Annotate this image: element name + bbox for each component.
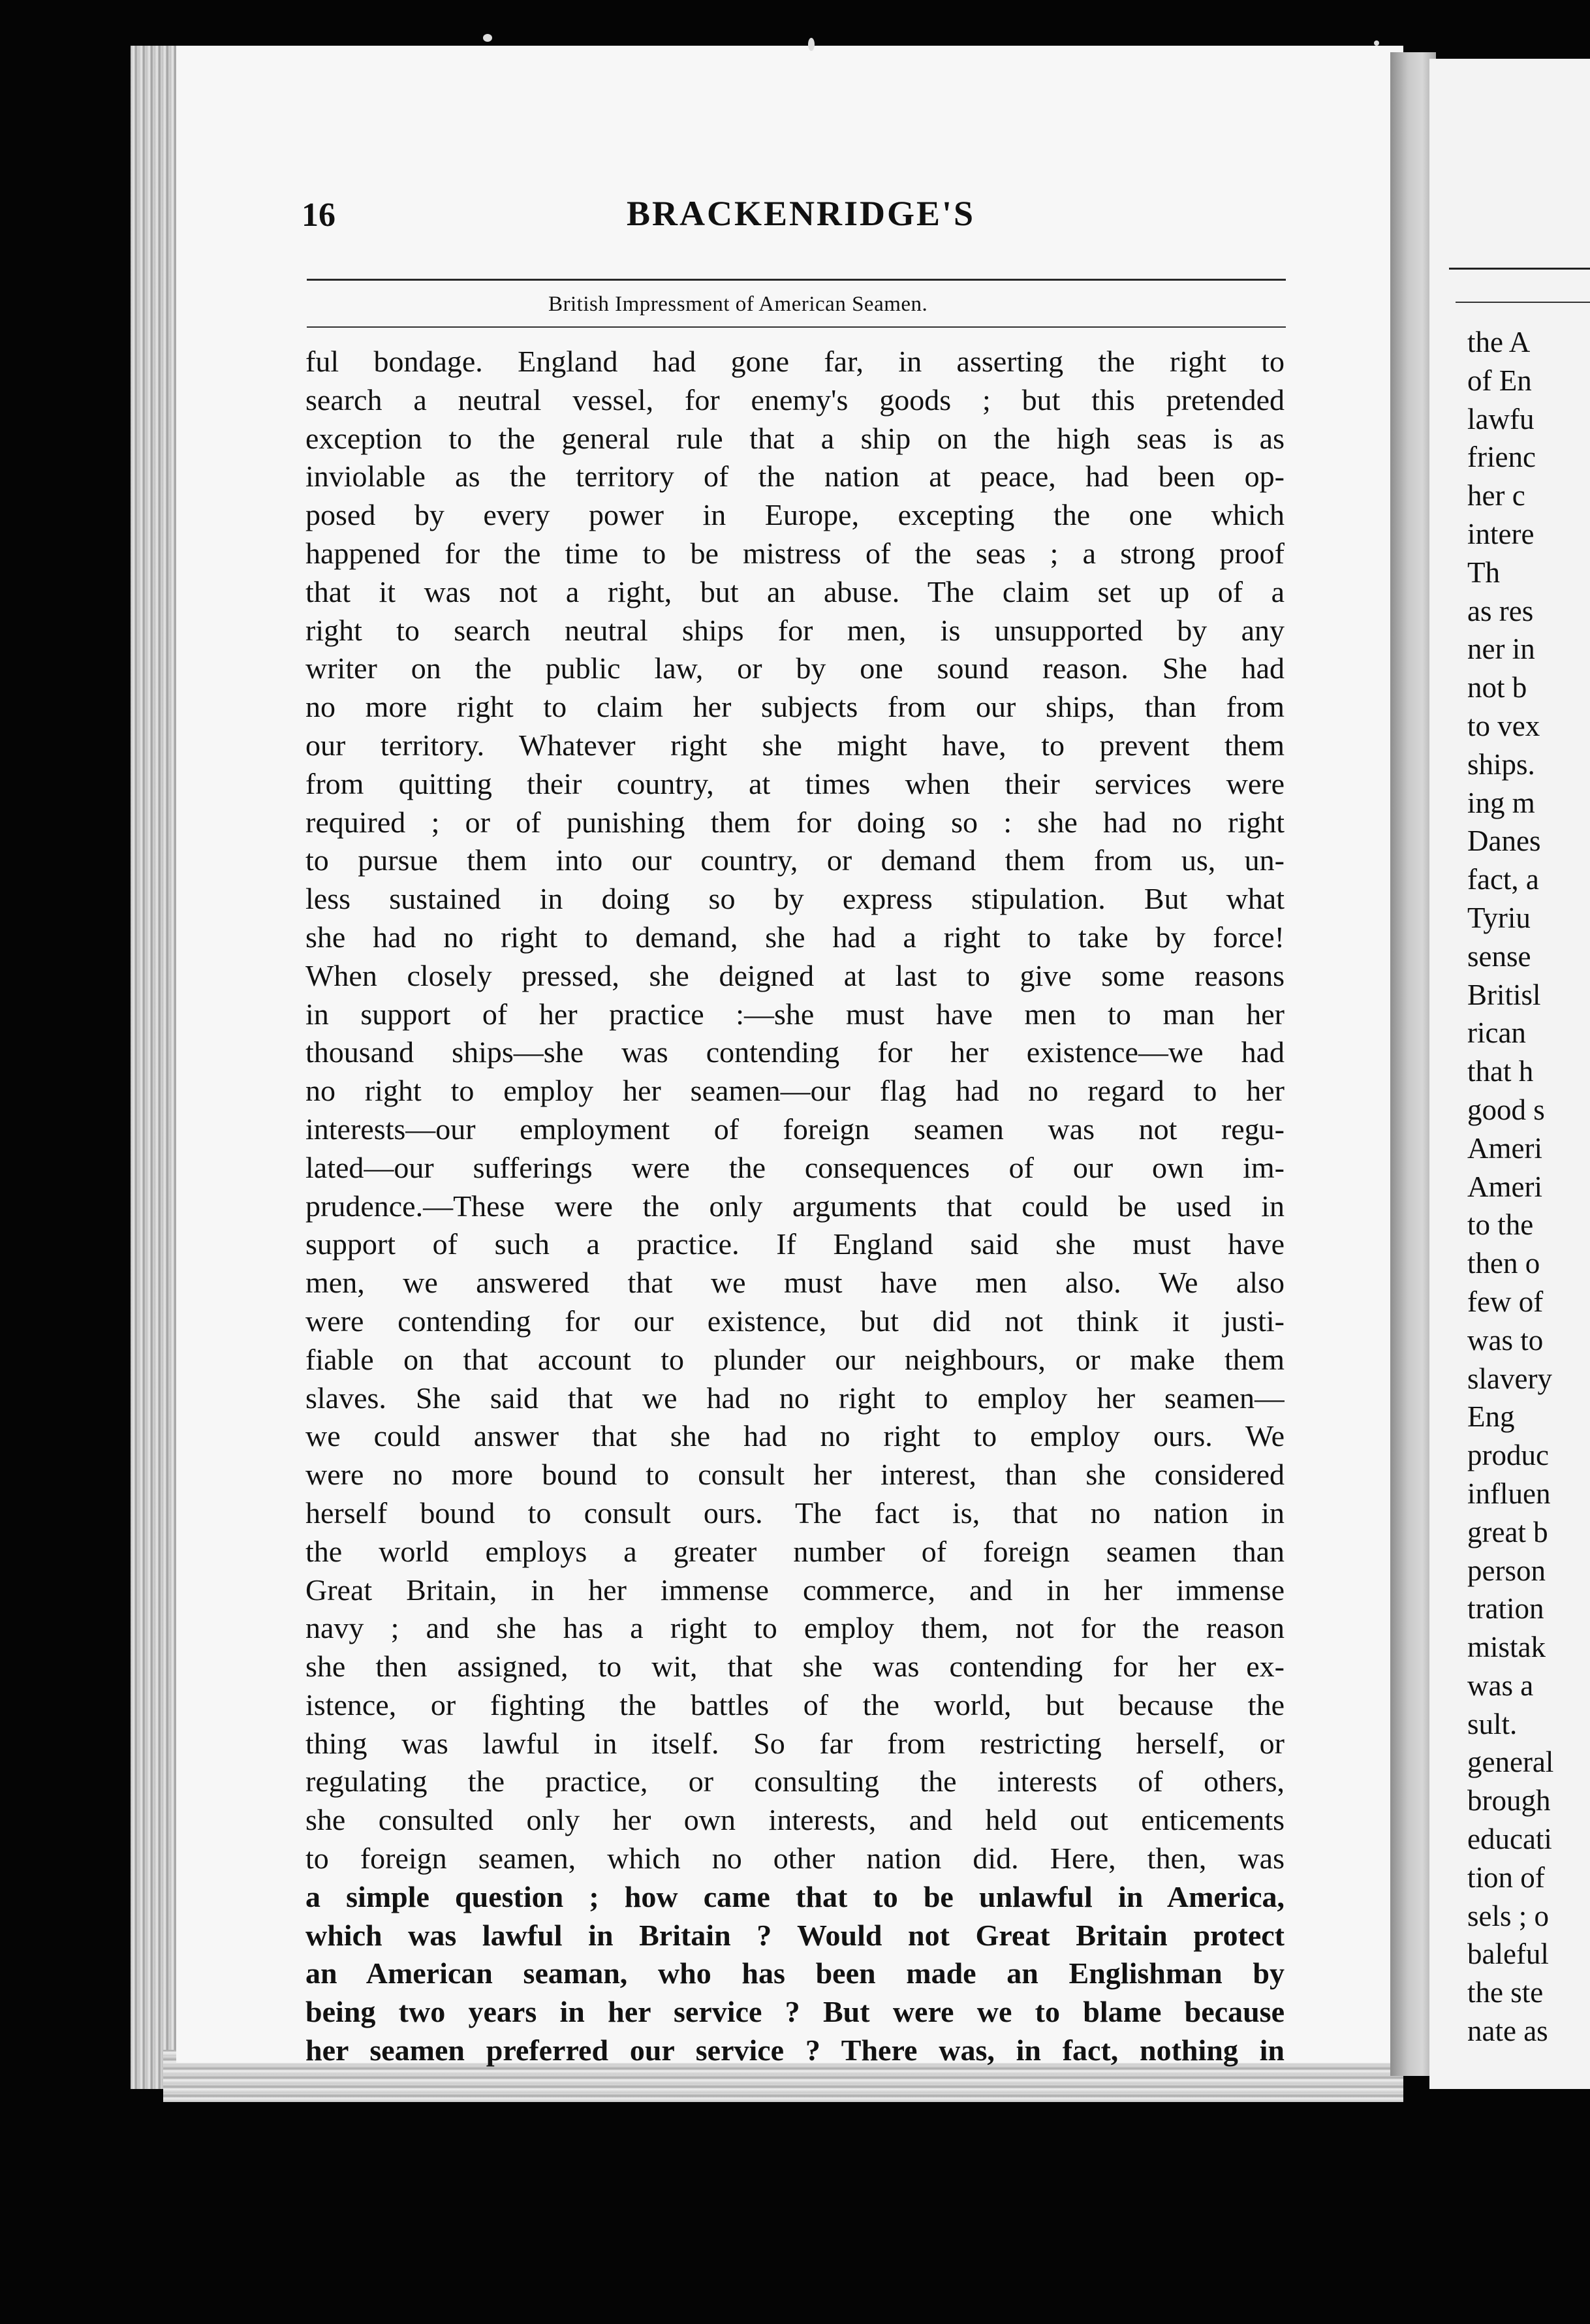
facing-line: frienc: [1467, 441, 1536, 474]
body-line: our territory. Whatever right she might have, to prevent them: [305, 728, 1285, 762]
facing-line: influen: [1467, 1477, 1551, 1510]
facing-line: ing m: [1467, 786, 1535, 819]
dust-speck: [808, 38, 815, 51]
body-line: thousand ships—she was contending for her existence—we had: [305, 1035, 1285, 1069]
facing-line: to the: [1467, 1208, 1534, 1242]
body-line: required ; or of punishing them for doing so : she had no right: [305, 805, 1285, 839]
body-line: regulating the practice, or consulting the interests of others,: [305, 1765, 1285, 1798]
body-line: ful bondage. England had gone far, in asserting the right to: [305, 345, 1285, 378]
body-line: her seamen preferred our service ? There was, in fact, nothing in: [305, 2034, 1285, 2067]
facing-line: Tyriu: [1467, 901, 1531, 934]
body-line: we could answer that she had no right to employ ours. We: [305, 1419, 1285, 1453]
body-line: writer on the public law, or by one sound reason. She had: [305, 652, 1285, 685]
section-subheading: British Impressment of American Seamen.: [548, 292, 928, 316]
body-line: no right to employ her seamen—our flag had no regard to her: [305, 1074, 1285, 1108]
facing-line: person: [1467, 1554, 1546, 1587]
body-line: less sustained in doing so by express stipulation. But what: [305, 882, 1285, 916]
running-head: BRACKENRIDGE'S: [627, 194, 976, 233]
header-rule: [307, 279, 1286, 281]
facing-line: not b: [1467, 671, 1527, 704]
body-line: being two years in her service ? But were we to blame because: [305, 1995, 1285, 2029]
facing-line: Eng: [1467, 1400, 1515, 1434]
facing-line: to vex: [1467, 709, 1540, 742]
dust-speck: [1374, 40, 1379, 46]
body-line: an American seaman, who has been made an Englishman by: [305, 1956, 1285, 1990]
body-line: interests—our employment of foreign seamen was not regu-: [305, 1112, 1285, 1146]
body-line: inviolable as the territory of the nation at peace, had been op-: [305, 460, 1285, 494]
facing-line: sult.: [1467, 1707, 1518, 1740]
body-line: thing was lawful in itself. So far from restricting herself, or: [305, 1726, 1285, 1760]
facing-line: good s: [1467, 1093, 1545, 1126]
facing-line: that h: [1467, 1055, 1534, 1088]
body-line: she had no right to demand, she had a right to take by force!: [305, 920, 1285, 954]
body-line: were no more bound to consult her interest, than she considered: [305, 1458, 1285, 1492]
body-line: the world employs a greater number of foreign seamen than: [305, 1534, 1285, 1568]
body-line: were contending for our existence, but did not think it justi-: [305, 1304, 1285, 1338]
body-line: search a neutral vessel, for enemy's goods ; but this pretended: [305, 383, 1285, 416]
facing-line: sels ; o: [1467, 1899, 1550, 1932]
facing-line: intere: [1467, 517, 1535, 550]
body-line: support of such a practice. If England said she must have: [305, 1227, 1285, 1261]
facing-sub-rule: [1456, 302, 1590, 303]
body-line: a simple question ; how came that to be unlawful in America,: [305, 1879, 1285, 1913]
body-line: When closely pressed, she deigned at last to give some reasons: [305, 958, 1285, 992]
body-line: exception to the general rule that a ship on the high seas is as: [305, 421, 1285, 455]
body-line: navy ; and she has a right to employ them, not for the reason: [305, 1611, 1285, 1645]
facing-line: Ameri: [1467, 1131, 1542, 1165]
facing-page-text: [1467, 323, 1590, 2050]
facing-head-rule: [1449, 268, 1590, 270]
body-line: that it was not a right, but an abuse. The claim set up of a: [305, 574, 1285, 608]
body-line: posed by every power in Europe, excepting the one which: [305, 498, 1285, 532]
facing-line: nate as: [1467, 2015, 1548, 2048]
facing-line: mistak: [1467, 1631, 1546, 1664]
facing-line: produc: [1467, 1439, 1549, 1472]
facing-line: the ste: [1467, 1976, 1544, 2009]
facing-line: baleful: [1467, 1938, 1549, 1971]
facing-line: Ameri: [1467, 1170, 1542, 1203]
facing-line: Danes: [1467, 824, 1541, 858]
facing-line: her c: [1467, 479, 1525, 512]
body-line: she then assigned, to wit, that she was contending for her ex-: [305, 1650, 1285, 1684]
facing-line: was a: [1467, 1669, 1534, 1702]
facing-line: then o: [1467, 1247, 1540, 1280]
body-line: from quitting their country, at times when their services were: [305, 766, 1285, 800]
facing-line: ner in: [1467, 633, 1535, 666]
facing-line: educati: [1467, 1823, 1552, 1856]
facing-line: general: [1467, 1746, 1554, 1779]
facing-line: rican: [1467, 1016, 1526, 1050]
body-line: right to search neutral ships for men, is unsupported by any: [305, 613, 1285, 647]
facing-line: as res: [1467, 594, 1534, 627]
facing-line: Th: [1467, 556, 1500, 589]
page-number: 16: [302, 196, 335, 234]
body-line: prudence.—These were the only arguments that could be used in: [305, 1189, 1285, 1223]
body-text: [305, 343, 1285, 2070]
body-line: lated—our sufferings were the consequences of our own im-: [305, 1150, 1285, 1184]
body-line: no more right to claim her subjects from our ships, than from: [305, 690, 1285, 724]
body-line: men, we answered that we must have men also. We also: [305, 1266, 1285, 1300]
body-line: fiable on that account to plunder our neighbours, or make them: [305, 1342, 1285, 1376]
facing-line: great b: [1467, 1515, 1548, 1548]
body-line: which was lawful in Britain ? Would not Great Britain protect: [305, 1918, 1285, 1952]
dust-speck: [483, 34, 492, 42]
facing-line: slavery: [1467, 1362, 1552, 1395]
facing-line: ships.: [1467, 747, 1535, 781]
right-facing-page: [1429, 59, 1590, 2089]
body-line: she consulted only her own interests, and held out enticements: [305, 1803, 1285, 1837]
facing-line: fact, a: [1467, 863, 1539, 896]
body-line: istence, or fighting the battles of the world, but because the: [305, 1688, 1285, 1721]
facing-line: Britisl: [1467, 978, 1541, 1011]
body-line: happened for the time to be mistress of the seas ; a strong proof: [305, 536, 1285, 570]
facing-line: of En: [1467, 364, 1532, 397]
facing-line: few of: [1467, 1285, 1544, 1318]
facing-line: sense: [1467, 939, 1531, 973]
body-line: to pursue them into our country, or demand them from us, un-: [305, 843, 1285, 877]
body-line: to foreign seamen, which no other nation did. Here, then, was: [305, 1842, 1285, 1876]
facing-line: lawfu: [1467, 402, 1535, 435]
subheading-rule: [307, 326, 1286, 328]
facing-line: the A: [1467, 326, 1531, 358]
body-line: Great Britain, in her immense commerce, and in her immense: [305, 1573, 1285, 1607]
facing-line: brough: [1467, 1784, 1551, 1817]
body-line: in support of her practice :—she must have men to man her: [305, 997, 1285, 1031]
facing-line: was to: [1467, 1323, 1544, 1357]
facing-line: tration: [1467, 1592, 1544, 1625]
body-line: herself bound to consult ours. The fact is, that no nation in: [305, 1496, 1285, 1530]
body-line: slaves. She said that we had no right to employ her seamen—: [305, 1381, 1285, 1415]
facing-line: tion of: [1467, 1861, 1545, 1894]
